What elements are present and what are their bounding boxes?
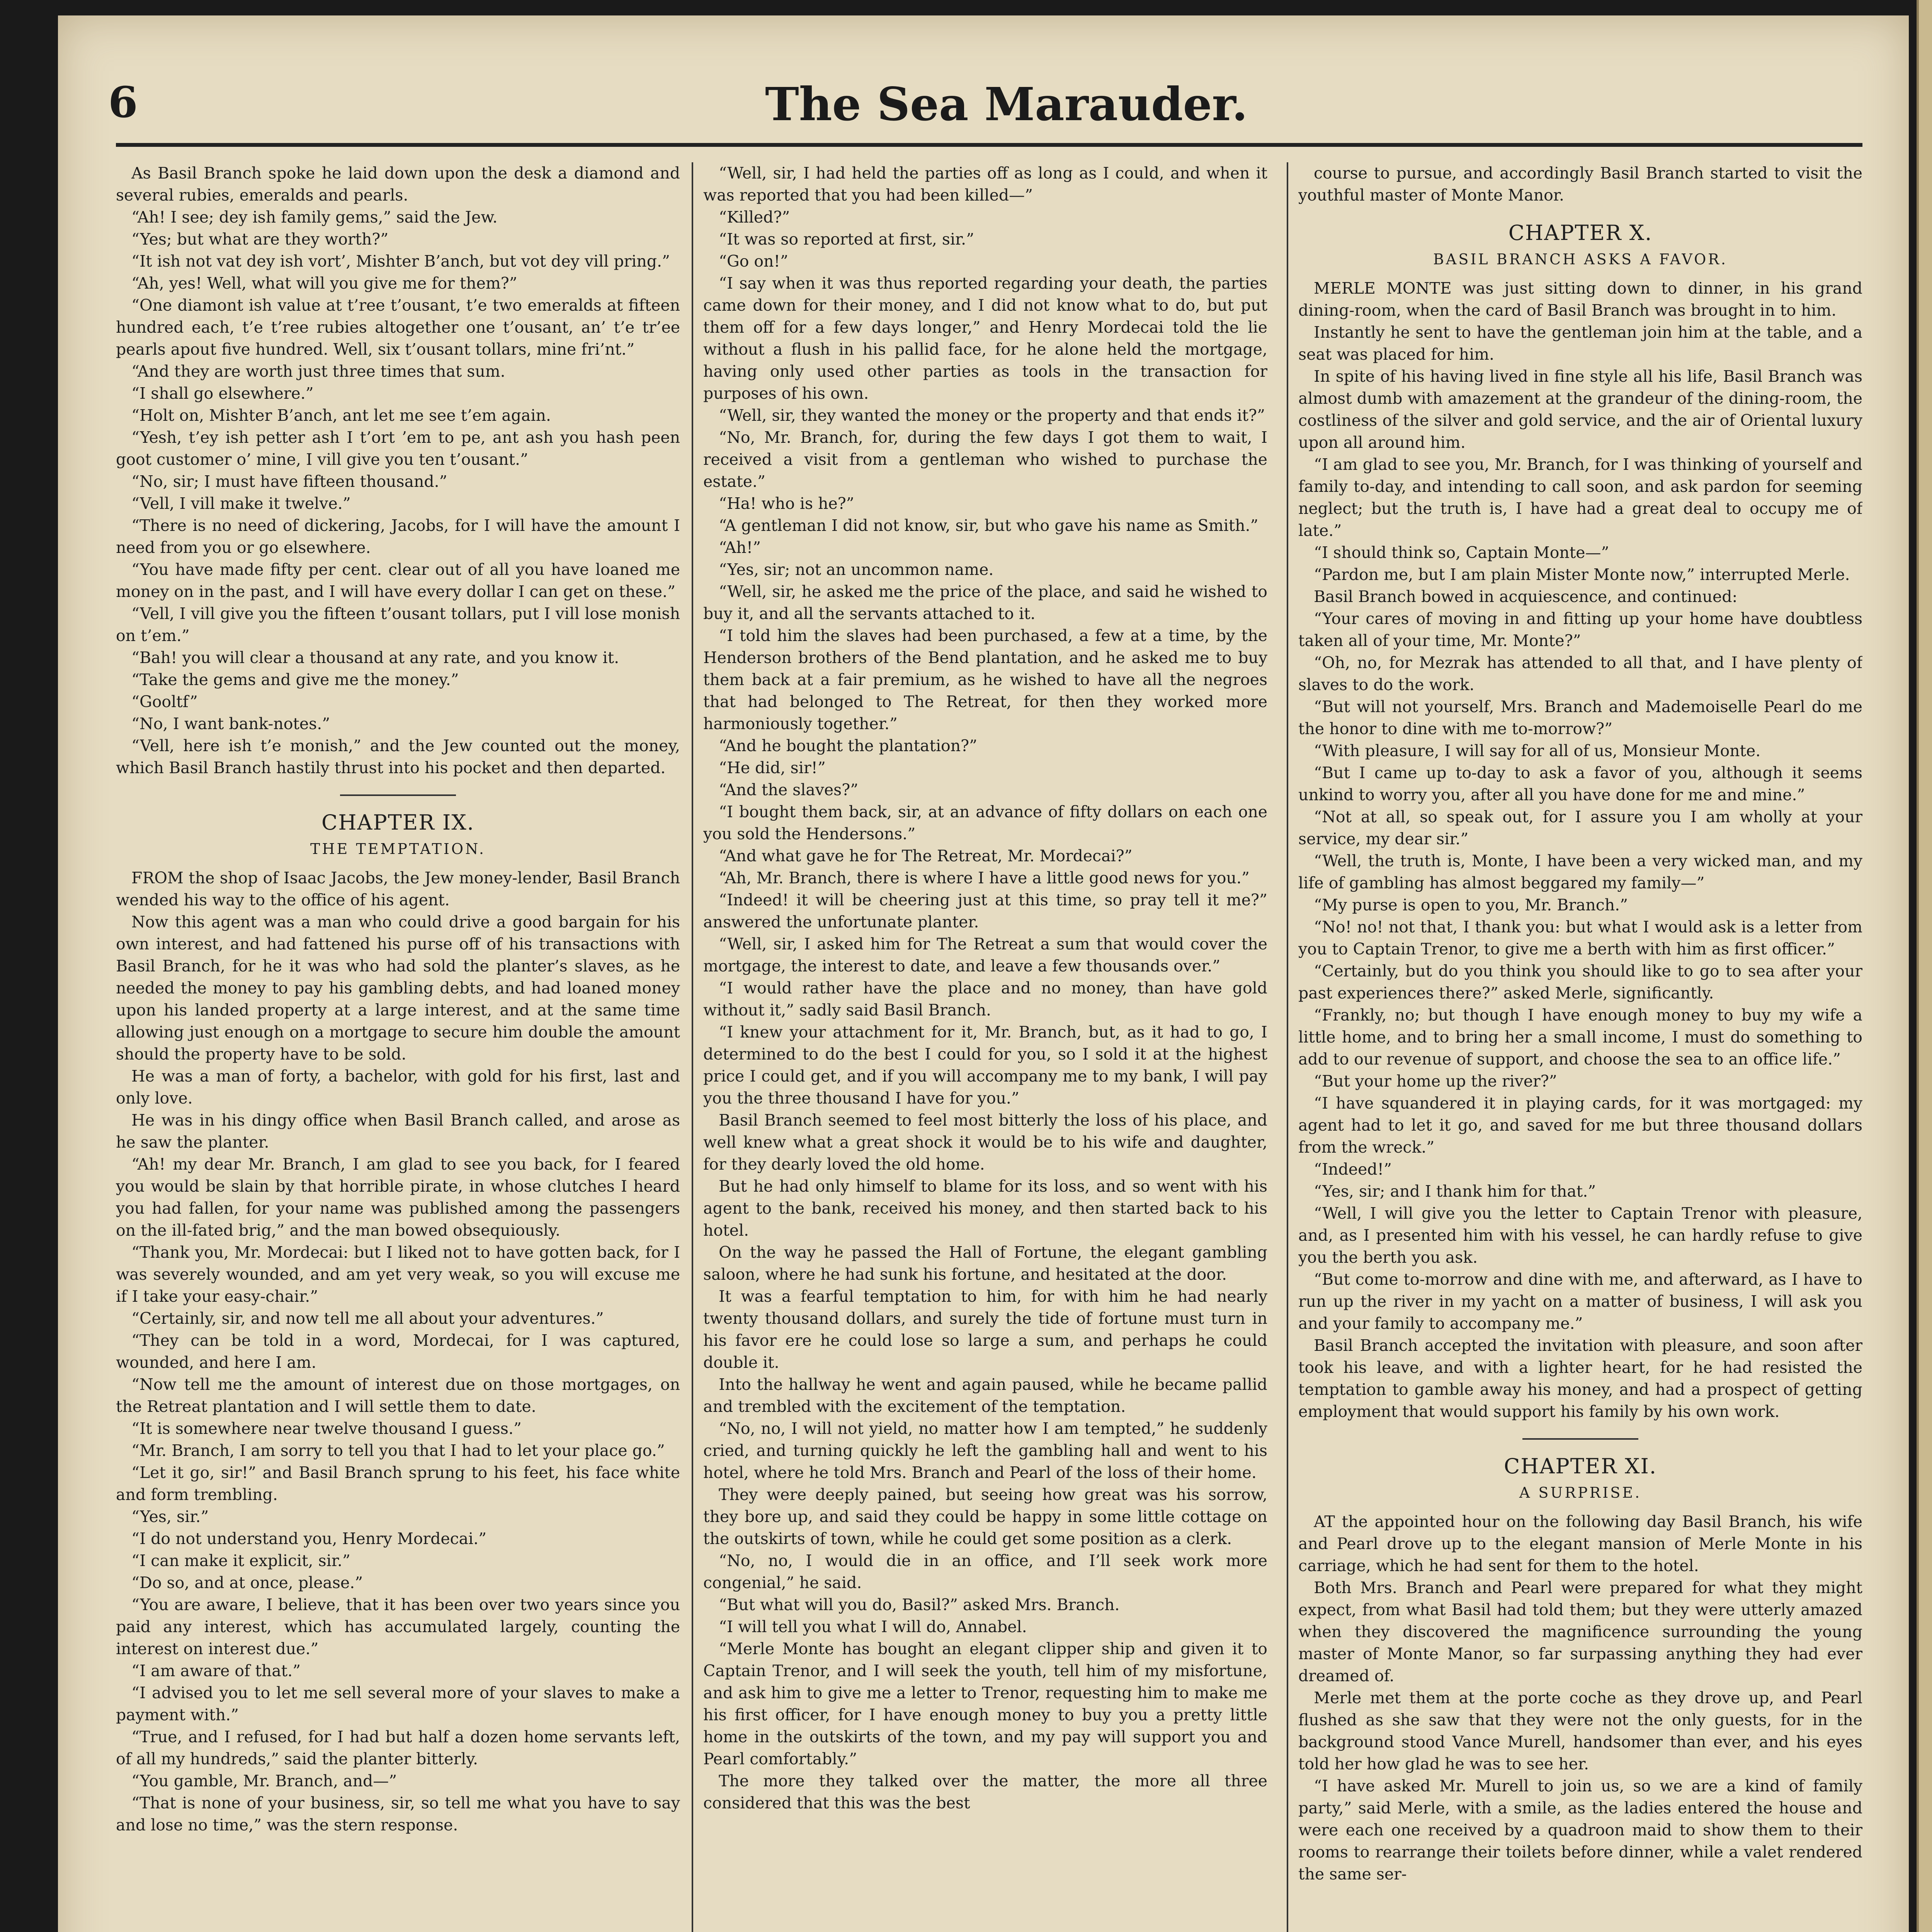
paragraph: “With pleasure, I will say for all of us, Monsieur Monte. [1314,742,1761,760]
paragraph: “Vell, I vill give you the fifteen t’ousant tollars, put I vill lose monish on t’em.” [116,604,680,645]
paragraph: “I am glad to see you, Mr. Branch, for I was thinking of yourself and family to-day, and intending to call soon, and ask pardon for seeming neglect; but the truth is, I have had a great deal to occupy me of late.” [1298,455,1862,540]
paragraph: “Yes, sir.” [131,1507,209,1526]
paragraph: But he had only himself to blame for its loss, and so went with his agent to the bank, received his money, and then started back to his hotel. [703,1177,1267,1240]
paragraph: “Ah, yes! Well, what will you give me for them?” [131,274,517,293]
paragraph: “I advised you to let me sell several more of your slaves to make a payment with.” [116,1684,680,1724]
paragraph: “One diamont ish value at t’ree t’ousant, t’e two emeralds at fifteen hundred each, t’e t’ree rubies altogether one t’ousant, an’ t’e tr’ee pearls apout five hundred. Well, six t’ousant tollars, mine fri’nt.” [116,296,680,359]
paragraph: “But come to-morrow and dine with me, and afterward, as I have to run up the river in my yacht on a matter of business, I will ask you and your family to accompany me.” [1298,1270,1862,1333]
paragraph: “But your home up the river?” [1314,1072,1557,1090]
paragraph: “I have squandered it in playing cards, for it was mortgaged: my agent had to let it go, and saved for me but three thousand dollars from the wreck.” [1298,1094,1862,1156]
page-number: 6 [108,77,138,127]
section-rule [340,794,456,796]
paragraph: “Your cares of moving in and fitting up your home have doubtless taken all of your time, Mr. Monte?” [1298,609,1862,650]
paragraph: “Ha! who is he?” [719,494,854,513]
paragraph: The more they talked over the matter, the more all three considered that this was the best [703,1772,1267,1812]
paragraph: “No, I want bank-notes.” [131,714,330,733]
paragraph: Basil Branch seemed to feel most bitterly the loss of his place, and well knew what a great shock it would be to his wife and daughter, for they dearly loved the old home. [703,1111,1267,1173]
paragraph: Now this agent was a man who could drive a good bargain for his own interest, and had fattened his purse off of his transactions with Basil Branch, for he it was who had sold the planter’s slaves, as he needed the money to pay his gambling debts, and had loaned money upon his landed property at a large interest, and at the same time allowing just enough on a mortgage to secure him double the amount should the property have to be sold. [116,913,680,1063]
paragraph: “Well, sir, I asked him for The Retreat a sum that would cover the mortgage, the interest to date, and leave a few thousands over.” [703,935,1267,975]
paragraph: “No, Mr. Branch, for, during the few days I got them to wait, I received a visit from a gentleman who wished to purchase the estate.” [703,428,1267,491]
paragraph: “And what gave he for The Retreat, Mr. Mordecai?” [719,847,1133,865]
chapter-subtitle: A SURPRISE. [1519,1484,1642,1501]
paragraph: “Ah!” [719,538,761,557]
paragraph: “But what will you do, Basil?” asked Mrs. Branch. [719,1595,1120,1614]
paragraph: “I shall go elsewhere.” [131,384,314,403]
paragraph: “Merle Monte has bought an elegant clipper ship and given it to Captain Trenor, and I will seek the youth, tell him of my misfortune, and ask him to give me a letter to Trenor, requesting him to make me his first officer, for I have enough money to buy you a pretty little home in the outskirts of the town, and my pay will support you and Pearl comfortably.” [703,1639,1267,1768]
paragraph: “I knew your attachment for it, Mr. Branch, but, as it had to go, I determined to do the best I could for you, so I sold it at the highest price I could get, and if you will accompany me to my bank, I will pay you the three thousand I have for you.” [703,1023,1267,1107]
binding-edge [1917,0,1932,1932]
paragraph: AT the appointed hour on the following day Basil Branch, his wife and Pearl drove up to the elegant mansion of Merle Monte in his carriage, which he had sent for them to the hotel. [1298,1512,1862,1575]
paragraph: “No, sir; I must have fifteen thousand.” [131,472,447,491]
paragraph: “It was so reported at first, sir.” [719,230,975,248]
paragraph: “Now tell me the amount of interest due on those mortgages, on the Retreat plantation and I will settle them to date. [116,1375,680,1416]
paragraph: “Pardon me, but I am plain Mister Monte now,” interrupted Merle. [1314,565,1850,584]
paragraph: MERLE MONTE was just sitting down to dinner, in his grand dining-room, when the card of Basil Branch was brought in to him. [1298,279,1862,320]
paragraph: “Indeed!” [1314,1160,1392,1179]
paragraph: Both Mrs. Branch and Pearl were prepared for what they might expect, from what Basil had told them; but they were utterly amazed when they discovered the magnificence surrounding the young master of Monte Manor, so far surpassing anything they had ever dreamed of. [1298,1578,1862,1685]
paragraph: “And they are worth just three times that sum. [131,362,505,381]
page-header [108,77,1870,135]
paragraph: “Certainly, sir, and now tell me all about your adventures.” [131,1309,604,1328]
paragraph: “Killed?” [719,208,790,226]
paragraph: “Well, sir, they wanted the money or the property and that ends it?” [719,406,1265,425]
chapter-heading: CHAPTER IX. [321,810,474,835]
paragraph: “Oh, no, for Mezrak has attended to all that, and I have plenty of slaves to do the work. [1298,653,1862,694]
paragraph: “Frankly, no; but though I have enough money to buy my wife a little home, and to bring her a small income, I must do something to add to our revenue of support, and choose the sea to an office life.” [1298,1006,1862,1068]
paragraph: “You have made fifty per cent. clear out of all you have loaned me money on in the past, and I will have every dollar I can get on these.” [116,560,680,601]
paragraph: “Ah, Mr. Branch, there is where I have a little good news for you.” [719,869,1250,887]
paragraph: “Vell, here ish t’e monish,” and the Jew counted out the money, which Basil Branch hastily thrust into his pocket and then departed. [116,736,680,777]
paragraph: “I would rather have the place and no money, than have gold without it,” sadly said Basil Branch. [703,979,1267,1019]
paragraph: “Let it go, sir!” and Basil Branch sprung to his feet, his face white and form trembling. [116,1463,680,1504]
paragraph: Instantly he sent to have the gentleman join him at the table, and a seat was placed for him. [1298,323,1862,364]
paragraph: “Bah! you will clear a thousand at any rate, and you know it. [131,648,619,667]
paragraph: Basil Branch bowed in acquiescence, and continued: [1314,587,1738,606]
paragraph: “You gamble, Mr. Branch, and—” [131,1772,397,1790]
column-2 [703,162,1267,1932]
paragraph: They were deeply pained, but seeing how great was his sorrow, they bore up, and said they could be happy in some little cottage on the outskirts of town, while he could get some position as a clerk. [703,1485,1267,1548]
paragraph: “My purse is open to you, Mr. Branch.” [1314,896,1628,914]
paragraph: “It ish not vat dey ish vort’, Mishter B’anch, but vot dey vill pring.” [131,252,670,270]
paragraph: “Yes, sir; not an uncommon name. [719,560,994,579]
section-rule [1522,1438,1638,1440]
paragraph: “Vell, I vill make it twelve.” [131,494,351,513]
column-divider [1287,162,1288,1932]
column-divider [692,162,693,1932]
paragraph: “But will not yourself, Mrs. Branch and Mademoiselle Pearl do me the honor to dine with me to-morrow?” [1298,697,1862,738]
paragraph: “I am aware of that.” [131,1662,301,1680]
header-rule [116,143,1862,147]
paragraph: “Thank you, Mr. Mordecai: but I liked not to have gotten back, for I was severely wounded, and am yet very weak, so you will excuse me if I take your easy-chair.” [116,1243,680,1306]
paragraph: “Well, I will give you the letter to Captain Trenor with pleasure, and, as I presented him with his vessel, he can hardly refuse to give you the berth you ask. [1298,1204,1862,1267]
paragraph: “Mr. Branch, I am sorry to tell you that I had to let your place go.” [131,1441,665,1460]
paragraph: “Not at all, so speak out, for I assure you I am wholly at your service, my dear sir.” [1298,808,1862,848]
paragraph: “Do so, and at once, please.” [131,1573,363,1592]
paragraph: Basil Branch accepted the invitation with pleasure, and soon after took his leave, and with a lighter heart, for he had resisted the temptation to gamble away his money, and had a prospect of getting employment that would support his family by his own work. [1298,1336,1862,1421]
paragraph: “But I came up to-day to ask a favor of you, although it seems unkind to worry you, after all you have done for me and mine.” [1298,764,1862,804]
paragraph: “A gentleman I did not know, sir, but who gave his name as Smith.” [719,516,1259,535]
paragraph: “Indeed! it will be cheering just at this time, so pray tell it me?” answered the unfortunate planter. [703,891,1267,931]
paragraph: FROM the shop of Isaac Jacobs, the Jew money-lender, Basil Branch wended his way to the office of his agent. [116,869,680,909]
paragraph: He was in his dingy office when Basil Branch called, and arose as he saw the planter. [116,1111,680,1151]
paragraph: Into the hallway he went and again paused, while he became pallid and trembled with the excitement of the temptation. [703,1375,1267,1416]
paragraph: “Yes; but what are they worth?” [131,230,389,248]
paragraph: “No, no, I would die in an office, and I’ll seek work more congenial,” he said. [703,1551,1267,1592]
paragraph: “I do not understand you, Henry Mordecai.” [131,1529,487,1548]
paragraph: “There is no need of dickering, Jacobs, for I will have the amount I need from you or go elsewhere. [116,516,680,557]
paragraph: “Ah! my dear Mr. Branch, I am glad to see you back, for I feared you would be slain by that horrible pirate, in whose clutches I heard you had fallen, for your name was published among the passengers on the ill-fated brig,” and the man bowed obsequiously. [116,1155,680,1240]
paragraph: “I say when it was thus reported regarding your death, the parties came down for their money, and I did not know what to do, but put them off for a few days longer,” and Henry Mordecai told the lie without a flush in his pallid face, for he alone held the mortgage, having only used other parties as tools in the transaction for purposes of his own. [703,274,1267,403]
paragraph: “Holt on, Mishter B’anch, ant let me see t’em again. [131,406,551,425]
paragraph: “No, no, I will not yield, no matter how I am tempted,” he suddenly cried, and turning quickly he left the gambling hall and went to his hotel, where he told Mrs. Branch and Pearl of the loss of their home. [703,1419,1267,1482]
paragraph: “Go on!” [719,252,788,270]
chapter-heading: CHAPTER X. [1508,221,1653,245]
paragraph: “And the slaves?” [719,781,859,799]
paragraph: “Well, sir, he asked me the price of the place, and said he wished to buy it, and all the servants attached to it. [703,582,1267,623]
paragraph: It was a fearful temptation to him, for with him he had nearly twenty thousand dollars, and surely the tide of fortune must turn in his favor ere he could lose so large a sum, and perhaps he could double it. [703,1287,1267,1372]
paragraph: “It is somewhere near twelve thousand I guess.” [131,1419,522,1438]
paragraph: “Yesh, t’ey ish petter ash I t’ort ’em to pe, ant ash you hash peen goot customer o’ mine, I vill give you ten t’ousant.” [116,428,680,469]
paragraph: He was a man of forty, a bachelor, with gold for his first, last and only love. [116,1067,680,1107]
paragraph: Merle met them at the porte coche as they drove up, and Pearl flushed as she saw that they were not the only guests, for in the background stood Vance Murell, handsomer than ever, and his eyes told her how glad he was to see her. [1298,1689,1862,1773]
paragraph: “He did, sir!” [719,759,826,777]
paragraph: course to pursue, and accordingly Basil Branch started to visit the youthful master of Monte Manor. [1298,164,1862,204]
paragraph: “Take the gems and give me the money.” [131,670,459,689]
paragraph: “I can make it explicit, sir.” [131,1551,350,1570]
paragraph: “Ah! I see; dey ish family gems,” said the Jew. [131,208,498,226]
paragraph: In spite of his having lived in fine style all his life, Basil Branch was almost dumb with amazement at the grandeur of the dining-room, the costliness of the silver and gold service, and the air of Oriental luxury upon all around him. [1298,367,1862,452]
paragraph: On the way he passed the Hall of Fortune, the elegant gambling saloon, where he had sunk his fortune, and hesitated at the door. [703,1243,1267,1284]
paragraph: “No! no! not that, I thank you: but what I would ask is a letter from you to Captain Trenor, to give me a berth with him as first officer.” [1298,918,1862,958]
paragraph: “I should think so, Captain Monte—” [1314,543,1609,562]
chapter-heading: CHAPTER XI. [1504,1454,1657,1478]
column-1 [116,162,680,1932]
paragraph: “Well, the truth is, Monte, I have been a very wicked man, and my life of gambling has almost beggared my family—” [1298,852,1862,892]
paragraph: “Certainly, but do you think you should like to go to sea after your past experiences there?” asked Merle, significantly. [1298,962,1862,1002]
paragraph: “Well, sir, I had held the parties off as long as I could, and when it was reported that you had been killed—” [703,164,1267,204]
paragraph: “I bought them back, sir, at an advance of fifty dollars on each one you sold the Hendersons.” [703,803,1267,843]
paragraph: “I told him the slaves had been purchased, a few at a time, by the Henderson brothers of the Bend plantation, and he asked me to buy them back at a fair premium, as he wished to have all the negroes that had belonged to The Retreat, for then they worked more harmoniously together.” [703,626,1267,733]
masthead-title: The Sea Marauder. [765,77,1248,131]
paragraph: “True, and I refused, for I had but half a dozen home servants left, of all my hundreds,” said the planter bitterly. [116,1728,680,1768]
paragraph: As Basil Branch spoke he laid down upon the desk a diamond and several rubies, emeralds and pearls. [116,164,680,204]
paragraph: “I have asked Mr. Murell to join us, so we are a kind of family party,” said Merle, with a smile, as the ladies entered the house and were each one received by a quadroon maid to show them to their rooms to rearrange their toilets before dinner, while a valet rendered the same ser- [1298,1777,1862,1883]
column-3 [1298,162,1862,1932]
paragraph: “That is none of your business, sir, so tell me what you have to say and lose no time,” was the stern response. [116,1794,680,1834]
chapter-subtitle: THE TEMPTATION. [310,840,486,857]
paragraph: “You are aware, I believe, that it has been over two years since you paid any interest, which has accumulated largely, counting the interest on interest due.” [116,1595,680,1658]
paragraph: “And he bought the plantation?” [719,736,978,755]
paragraph: “Gooltf” [131,692,198,711]
paragraph: “I will tell you what I will do, Annabel. [719,1617,1027,1636]
paragraph: “They can be told in a word, Mordecai, for I was captured, wounded, and here I am. [116,1331,680,1372]
paragraph: “Yes, sir; and I thank him for that.” [1314,1182,1596,1201]
chapter-subtitle: BASIL BRANCH ASKS A FAVOR. [1433,251,1728,268]
